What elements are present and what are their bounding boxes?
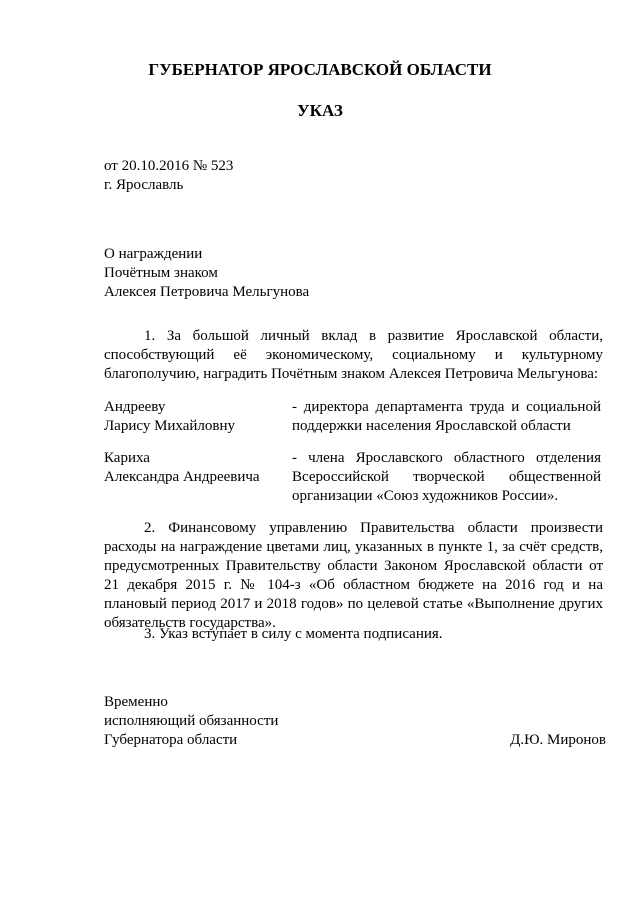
awardee-position-line: - члена Ярославского областного отделения bbox=[292, 450, 601, 466]
paragraph-2: 2. Финансовому управлению Правительства области произвести расходы на награждение цветами лиц, указанных в пункте 1, за счёт средств, предусмотренных Правительству области Законом Ярославской области от 21 декабря 2015 г. № 104-з «Об областном бюджете на 2016 год и на плановый период 2017 и 2018 годов» по целевой статье «Выполнение других обязательств государства». bbox=[104, 520, 603, 631]
awardee-name-line: Кариха bbox=[104, 450, 150, 466]
awardee-2-name bbox=[104, 449, 260, 487]
awardee-name-line: Андрееву bbox=[104, 399, 166, 415]
awardee-position-line: поддержки населения Ярославской области bbox=[292, 418, 571, 434]
awardee-1-position bbox=[292, 398, 601, 436]
signatory-name: Д.Ю. Миронов bbox=[510, 732, 606, 748]
awardee-position-line: - директора департамента труда и социальной bbox=[292, 399, 601, 415]
awardee-name-line: Александра Андреевича bbox=[104, 469, 260, 485]
signature-role-line: Временно bbox=[104, 694, 168, 710]
document-header-title: ГУБЕРНАТОР ЯРОСЛАВСКОЙ ОБЛАСТИ bbox=[148, 60, 492, 79]
signature-role-line: Губернатора области bbox=[104, 732, 238, 748]
paragraph-3: 3. Указ вступает в силу с момента подписания. bbox=[144, 626, 443, 642]
awardee-name-line: Ларису Михайловну bbox=[104, 418, 236, 434]
place: г. Ярославль bbox=[104, 177, 184, 193]
awardee-1-name bbox=[104, 398, 235, 436]
date-number: от 20.10.2016 № 523 bbox=[104, 158, 234, 174]
subject-block bbox=[104, 245, 309, 302]
awardee-position-line: организации «Союз художников России». bbox=[292, 488, 559, 504]
signature-role-line: исполняющий обязанности bbox=[104, 713, 279, 729]
subject-line: О награждении bbox=[104, 246, 203, 262]
paragraph-1: 1. За большой личный вклад в развитие Ярославской области, способствующий её экономическому, социальному и культурному благополучию, наградить Почётным знаком Алексея Петровича Мельгунова: bbox=[104, 328, 603, 382]
awardee-position-line: Всероссийской творческой общественной bbox=[292, 469, 601, 485]
document-type: УКАЗ bbox=[297, 101, 343, 120]
subject-line: Алексея Петровича Мельгунова bbox=[104, 284, 310, 300]
awardee-2-position bbox=[292, 449, 601, 506]
subject-line: Почётным знаком bbox=[104, 265, 218, 281]
signature-role bbox=[104, 693, 278, 750]
